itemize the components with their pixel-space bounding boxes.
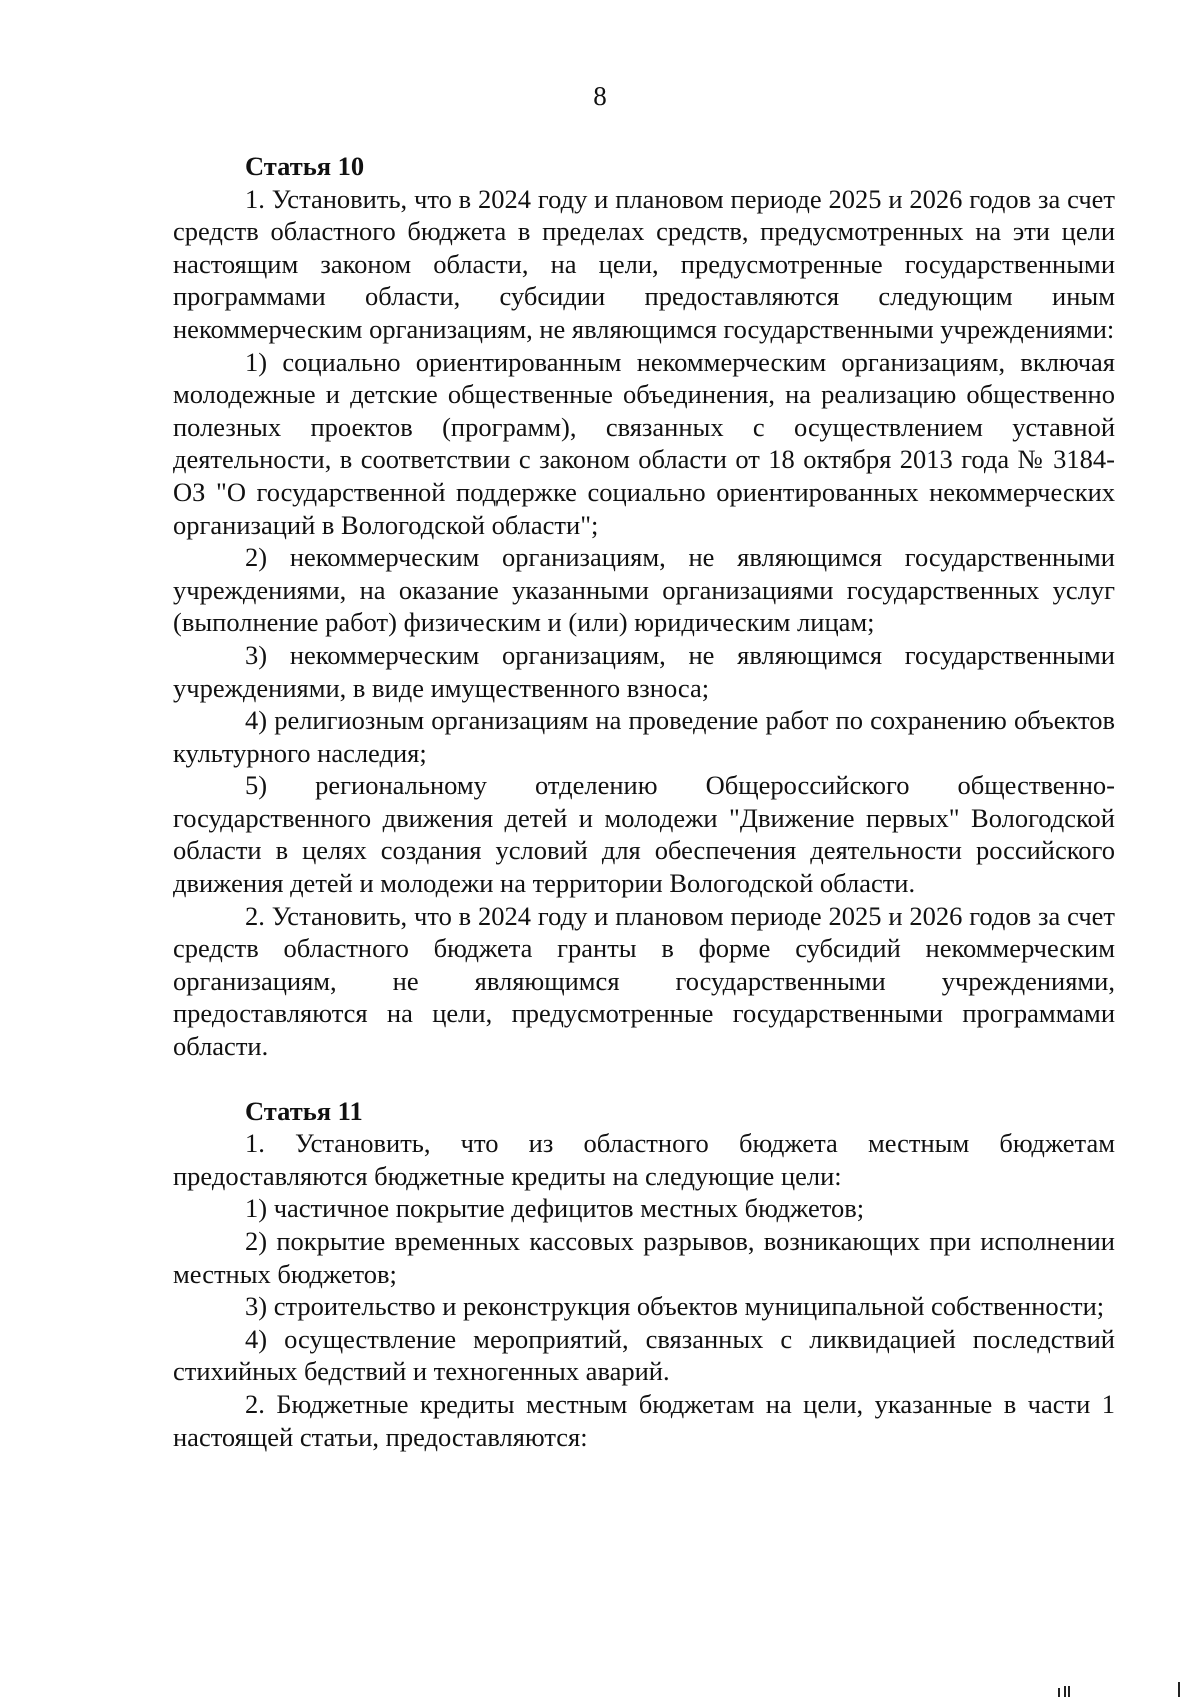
- article-paragraph: 1. Установить, что из областного бюджета местным бюджетам предоставляются бюджетные кредиты на следующие цели:: [173, 1128, 1115, 1191]
- scan-artifact: [1178, 1682, 1180, 1697]
- article-paragraph: 2. Установить, что в 2024 году и плановом периоде 2025 и 2026 годов за счет средств областного бюджета гранты в форме субсидий некоммерческим организациям, не являющимся государственными учреждениями, предоставляются на цели, предусмотренные государственными программами области.: [173, 900, 1115, 1062]
- article-10: [173, 150, 1115, 1063]
- scan-artifact: [1068, 1686, 1070, 1697]
- article-paragraph: 3) строительство и реконструкция объектов муниципальной собственности;: [245, 1291, 1105, 1322]
- article-heading: Статья 11: [245, 1095, 363, 1126]
- scan-artifact: [1064, 1686, 1066, 1697]
- article-paragraph: 1) социально ориентированным некоммерческим организациям, включая молодежные и детские общественные объединения, на реализацию общественно полезных проектов (программ), связанных с осуществлением уставной деятельности, в соответствии с законом области от 18 октября 2013 года № 3184-ОЗ "О государственной поддержке социально ориентированных некоммерческих организаций в Вологодской области";: [173, 346, 1115, 540]
- article-paragraph: 2. Бюджетные кредиты местным бюджетам на цели, указанные в части 1 настоящей статьи, предоставляются:: [173, 1388, 1115, 1452]
- article-11: [173, 1095, 1115, 1454]
- article-paragraph: 1) частичное покрытие дефицитов местных бюджетов;: [245, 1193, 865, 1224]
- document-body: [173, 150, 1115, 1453]
- article-paragraph: 2) некоммерческим организациям, не являющимся государственными учреждениями, на оказание указанными организациями государственных услуг (выполнение работ) физическим и (или) юридическим лицам;: [173, 542, 1115, 638]
- article-paragraph: 3) некоммерческим организациям, не являющимся государственными учреждениями, в виде имущественного взноса;: [173, 639, 1115, 703]
- article-paragraph: 4) осуществление мероприятий, связанных с ликвидацией последствий стихийных бедствий и техногенных аварий.: [173, 1323, 1115, 1387]
- article-heading: Статья 10: [245, 151, 365, 181]
- article-paragraph: 4) религиозным организациям на проведение работ по сохранению объектов культурного наследия;: [173, 705, 1115, 768]
- article-paragraph: 5) региональному отделению Общероссийского общественно-государственного движения детей и молодежи "Движение первых" Вологодской области в целях создания условий для обеспечения деятельности российского движения детей и молодежи на территории Вологодской области.: [173, 770, 1115, 899]
- scan-artifact: [1058, 1688, 1060, 1697]
- article-paragraph: 1. Установить, что в 2024 году и плановом периоде 2025 и 2026 годов за счет средств областного бюджета в пределах средств, предусмотренных на эти цели настоящим законом области, на цели, предусмотренные государственными программами области, субсидии предоставляются следующим иным некоммерческим организациям, не являющимся государственными учреждениями:: [173, 183, 1115, 344]
- page-number: 8: [593, 81, 607, 111]
- article-paragraph: 2) покрытие временных кассовых разрывов, возникающих при исполнении местных бюджетов;: [173, 1226, 1115, 1289]
